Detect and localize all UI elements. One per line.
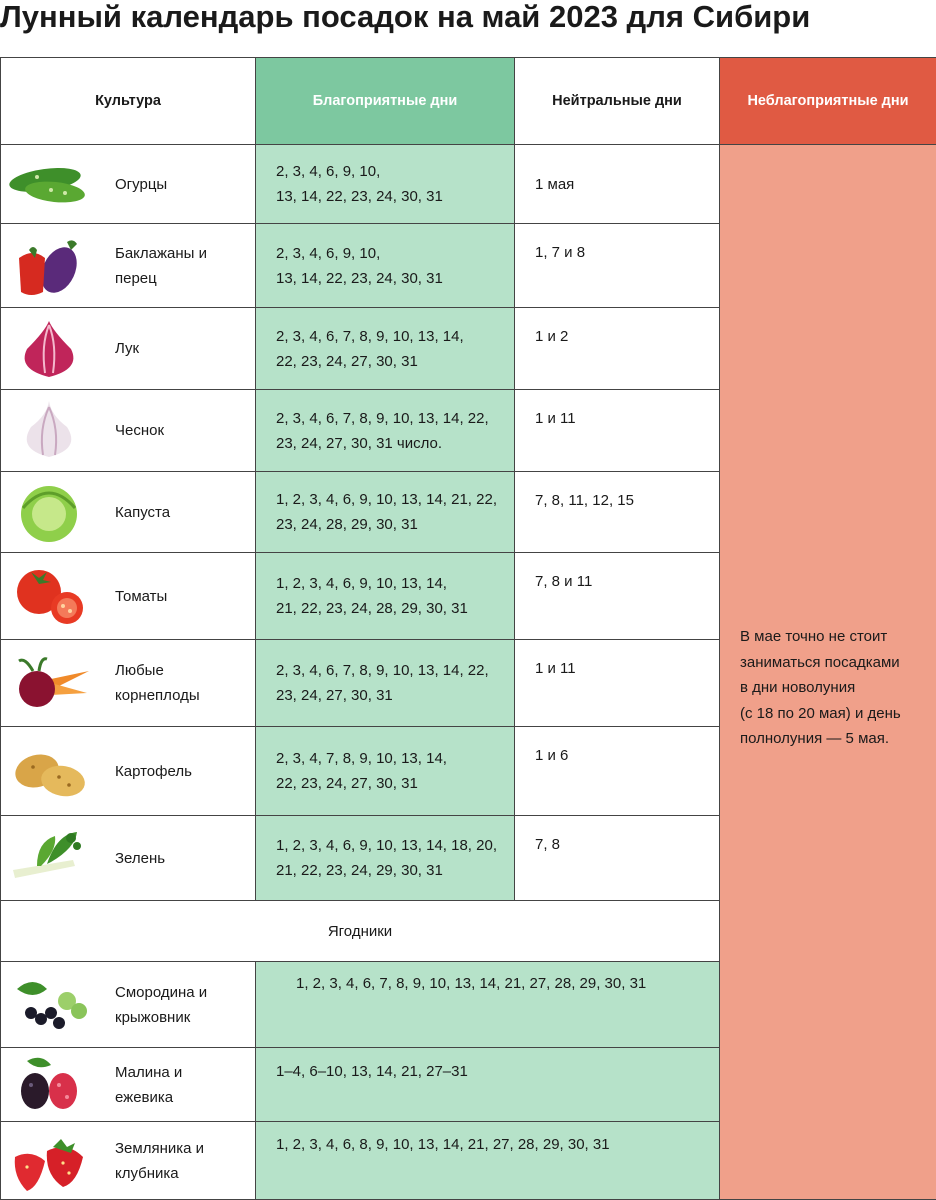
favorable-days: 1, 2, 3, 4, 6, 8, 9, 10, 13, 14, 21, 27, 28, 29, 30, 31 [276, 1135, 610, 1153]
garlic-icon [1, 395, 97, 467]
neutral-days: 1 и 11 [515, 390, 720, 472]
favorable-days: 1, 2, 3, 4, 6, 9, 10, 13, 14, 21, 22, 23, 24, 28, 29, 30, 31 [276, 491, 497, 533]
raspberry-blackberry-icon [1, 1049, 97, 1121]
neutral-days: 7, 8 [515, 816, 720, 901]
culture-name: Зелень [115, 849, 166, 867]
cucumber-icon [1, 148, 97, 220]
tomato-icon [1, 560, 97, 632]
table-row [1, 145, 936, 224]
page-title: Лунный календарь посадок на май 2023 для Сибири [0, 0, 811, 34]
eggplant-pepper-icon [1, 230, 97, 302]
favorable-days: 2, 3, 4, 6, 7, 8, 9, 10, 13, 14, 22, 23, 24, 27, 30, 31 [276, 662, 489, 704]
header-unfavorable: Неблагоприятные дни [720, 58, 936, 145]
culture-name: Земляника и клубника [115, 1139, 205, 1182]
culture-name: Капуста [115, 503, 171, 521]
favorable-days: 1, 2, 3, 4, 6, 7, 8, 9, 10, 13, 14, 21, 27, 28, 29, 30, 31 [296, 974, 647, 992]
favorable-days: 2, 3, 4, 6, 9, 10, 13, 14, 22, 23, 24, 30, 31 [276, 244, 443, 287]
currant-gooseberry-icon [1, 969, 97, 1041]
neutral-days: 1 и 11 [515, 640, 720, 727]
neutral-days: 1 мая [515, 145, 720, 224]
culture-name: Баклажаны и перец [115, 244, 207, 287]
neutral-days: 1, 7 и 8 [515, 224, 720, 308]
neutral-days: 1 и 6 [515, 727, 720, 816]
culture-name: Огурцы [115, 175, 168, 193]
potato-icon [1, 735, 97, 807]
neutral-days: 7, 8 и 11 [515, 553, 720, 640]
neutral-days: 1 и 2 [515, 308, 720, 390]
unfavorable-cell [720, 145, 936, 1200]
strawberry-icon [1, 1125, 97, 1197]
culture-name: Чеснок [115, 422, 165, 439]
favorable-days: 2, 3, 4, 6, 9, 10, 13, 14, 22, 23, 24, 30, 31 [276, 163, 443, 205]
header-row [1, 58, 936, 145]
culture-name: Смородина и крыжовник [115, 983, 208, 1026]
section-title-berries: Ягодники [1, 901, 720, 962]
favorable-days: 1, 2, 3, 4, 6, 9, 10, 13, 14, 18, 20, 21, 22, 23, 24, 29, 30, 31 [276, 837, 497, 879]
culture-name: Малина и ежевика [115, 1063, 183, 1106]
neutral-days: 7, 8, 11, 12, 15 [515, 472, 720, 553]
header-culture: Культура [1, 58, 256, 145]
culture-name: Любые корнеплоды [115, 662, 200, 704]
favorable-days: 1, 2, 3, 4, 6, 9, 10, 13, 14, 21, 22, 23, 24, 28, 29, 30, 31 [276, 575, 468, 617]
favorable-days: 2, 3, 4, 7, 8, 9, 10, 13, 14, 22, 23, 24, 27, 30, 31 [276, 750, 447, 792]
planting-calendar-table [0, 57, 936, 1200]
favorable-days: 2, 3, 4, 6, 7, 8, 9, 10, 13, 14, 22, 23, 24, 27, 30, 31 [276, 327, 464, 370]
root-vegetables-icon [1, 647, 97, 719]
header-favorable: Благоприятные дни [256, 58, 515, 145]
culture-name: Лук [115, 340, 140, 357]
onion-icon [1, 313, 97, 385]
culture-name: Картофель [115, 762, 192, 780]
culture-name: Томаты [115, 587, 168, 605]
greens-icon [1, 822, 97, 894]
unfavorable-text: В мае точно не стоит заниматься посадками в дни новолуния (с 18 по 20 мая) и день полнолуния — 5 мая. [740, 628, 901, 748]
favorable-days: 1–4, 6–10, 13, 14, 21, 27–31 [276, 1062, 468, 1080]
favorable-days: 2, 3, 4, 6, 7, 8, 9, 10, 13, 14, 22, 23, 24, 27, 30, 31 число. [276, 409, 489, 452]
header-neutral: Нейтральные дни [515, 58, 720, 145]
cabbage-icon [1, 476, 97, 548]
